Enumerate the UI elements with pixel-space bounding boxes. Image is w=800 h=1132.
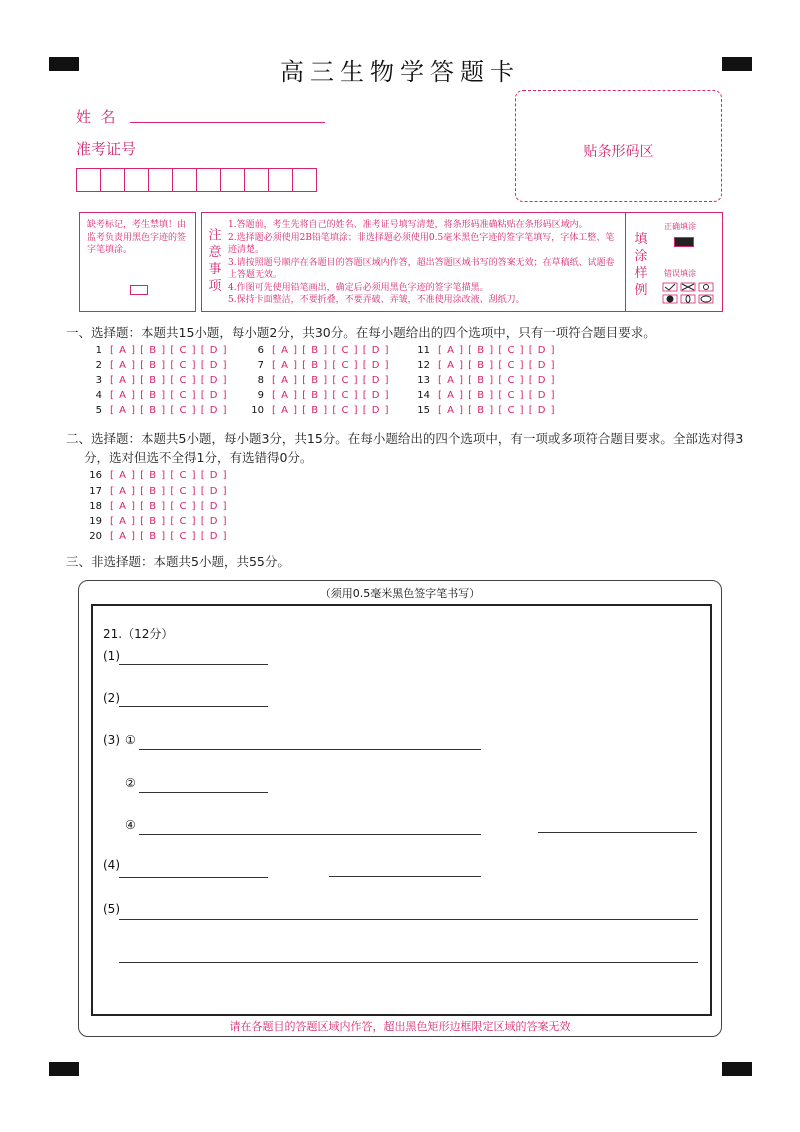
choice-options[interactable]: [ A ] [ B ] [ C ] [ D ] <box>110 390 228 401</box>
part-3-sub-2-label: ② <box>125 776 136 790</box>
choice-options[interactable]: [ A ] [ B ] [ C ] [ D ] <box>438 345 556 356</box>
question-number: 5 <box>95 405 102 416</box>
choice-row[interactable] <box>246 374 390 386</box>
question-number: 6 <box>257 345 264 356</box>
choice-options[interactable]: [ A ] [ B ] [ C ] [ D ] <box>110 345 228 356</box>
question-number: 20 <box>89 531 102 542</box>
question-number: 11 <box>417 345 430 356</box>
answer-line[interactable] <box>139 792 268 793</box>
choice-options[interactable]: [ A ] [ B ] [ C ] [ D ] <box>272 405 390 416</box>
answer-line[interactable] <box>119 706 268 707</box>
notes-divider <box>625 213 626 311</box>
notes-box <box>201 212 723 312</box>
choice-options[interactable]: [ A ] [ B ] [ C ] [ D ] <box>438 390 556 401</box>
question-number: 9 <box>257 390 264 401</box>
choice-row[interactable] <box>412 359 556 371</box>
absent-note: 缺考标记，考生禁填！由监考负责用黑色字迹的签字笔填涂。 <box>87 220 187 255</box>
question-21-title: 21.（12分） <box>103 627 174 641</box>
choice-options[interactable]: [ A ] [ B ] [ C ] [ D ] <box>110 375 228 386</box>
question-number: 14 <box>417 390 430 401</box>
choice-row[interactable] <box>412 344 556 356</box>
id-digit-box[interactable] <box>244 168 269 192</box>
id-digit-box[interactable] <box>100 168 125 192</box>
choice-row[interactable] <box>246 359 390 371</box>
part-2-label: (2) <box>103 691 120 705</box>
choice-options[interactable]: [ A ] [ B ] [ C ] [ D ] <box>110 470 228 481</box>
choice-options[interactable]: [ A ] [ B ] [ C ] [ D ] <box>110 501 228 512</box>
section3-heading: 三、非选择题：本题共5小题，共55分。 <box>66 554 290 569</box>
question-number: 2 <box>95 360 102 371</box>
section2-heading-line1: 二、选择题：本题共5小题，每小题3分，共15分。在每小题给出的四个选项中，有一项或多项符合题目要求。全部选对得3 <box>66 431 744 446</box>
page-title: 高三生物学答题卡 <box>280 58 520 86</box>
correct-fill-label: 正确填涂 <box>664 222 696 231</box>
choice-row[interactable] <box>84 469 228 481</box>
question-number: 3 <box>95 375 102 386</box>
absent-mark-box <box>79 212 196 312</box>
question-number: 15 <box>417 405 430 416</box>
wrong-fill-label: 错误填涂 <box>664 269 696 278</box>
barcode-area <box>515 90 722 202</box>
choice-options[interactable]: [ A ] [ B ] [ C ] [ D ] <box>438 375 556 386</box>
wrong-fill-samples <box>662 281 718 307</box>
question-number: 16 <box>89 470 102 481</box>
footer-warning: 请在各题目的答题区域内作答，超出黑色矩形边框限定区域的答案无效 <box>229 1020 571 1033</box>
choice-row[interactable] <box>246 389 390 401</box>
note-item: 4.作图可先使用铅笔画出，确定后必须用黑色字迹的签字笔描黑。 <box>228 282 489 293</box>
choice-options[interactable]: [ A ] [ B ] [ C ] [ D ] <box>110 486 228 497</box>
choice-options[interactable]: [ A ] [ B ] [ C ] [ D ] <box>438 405 556 416</box>
choice-row[interactable] <box>84 515 228 527</box>
answer-line[interactable] <box>139 834 481 835</box>
choice-options[interactable]: [ A ] [ B ] [ C ] [ D ] <box>110 360 228 371</box>
id-digit-box[interactable] <box>172 168 197 192</box>
choice-options[interactable]: [ A ] [ B ] [ C ] [ D ] <box>110 516 228 527</box>
correct-fill-sample <box>674 237 694 247</box>
id-digit-box[interactable] <box>148 168 173 192</box>
note-item: 3.请按照题号顺序在各题目的答题区域内作答，超出答题区域书写的答案无效；在草稿纸、试题卷上答题无效。 <box>228 257 615 280</box>
answer-line[interactable] <box>119 919 698 920</box>
fill-example-heading: 填涂样例 <box>634 232 648 298</box>
answer-line[interactable] <box>329 876 481 877</box>
id-digit-box[interactable] <box>124 168 149 192</box>
choice-row[interactable] <box>84 389 228 401</box>
corner-mark <box>49 1062 79 1076</box>
choice-row[interactable] <box>412 404 556 416</box>
id-digit-box[interactable] <box>220 168 245 192</box>
answer-line[interactable] <box>538 832 697 833</box>
answer-line[interactable] <box>139 749 481 750</box>
part-3-label: (3) <box>103 733 120 747</box>
question-number: 7 <box>257 360 264 371</box>
id-label: 准考证号 <box>76 140 137 158</box>
note-item: 1.答题前，考生先将自己的姓名、准考证号填写清楚，将条形码准确粘贴在条形码区域内。 <box>228 220 588 230</box>
question-number: 10 <box>251 405 264 416</box>
note-item: 5.保持卡面整洁，不要折叠，不要弄破、弄皱，不准使用涂改液、刮纸刀。 <box>228 295 525 305</box>
corner-mark <box>722 1062 752 1076</box>
note-item: 2.选择题必须使用2B铅笔填涂；非选择题必须使用0.5毫米黑色字迹的签字笔填写，字体工整、笔迹清楚。 <box>228 232 615 255</box>
question-number: 1 <box>95 345 102 356</box>
notes-heading: 注意事项 <box>208 228 222 294</box>
part-1-label: (1) <box>103 649 120 663</box>
pen-note: （须用0.5毫米黑色签字笔书写） <box>319 587 481 600</box>
name-label: 姓 名 <box>76 108 116 126</box>
answer-line[interactable] <box>119 877 268 878</box>
choice-row[interactable] <box>84 485 228 497</box>
choice-row[interactable] <box>84 374 228 386</box>
question-number: 19 <box>89 516 102 527</box>
answer-line[interactable] <box>119 664 268 665</box>
choice-row[interactable] <box>84 344 228 356</box>
question-number: 12 <box>417 360 430 371</box>
choice-row[interactable] <box>84 404 228 416</box>
choice-options[interactable]: [ A ] [ B ] [ C ] [ D ] <box>438 360 556 371</box>
section2-heading-line2: 分，选对但选不全得1分，有选错得0分。 <box>84 450 313 465</box>
answer-line[interactable] <box>119 962 698 963</box>
choice-row[interactable] <box>84 500 228 512</box>
question-number: 13 <box>417 375 430 386</box>
section1-heading: 一、选择题：本题共15小题，每小题2分，共30分。在每小题给出的四个选项中，只有一项符合题目要求。 <box>66 325 656 340</box>
id-number-boxes[interactable] <box>76 168 316 192</box>
question-number: 4 <box>95 390 102 401</box>
absent-mark-checkbox[interactable] <box>130 285 148 295</box>
name-field[interactable] <box>130 104 325 123</box>
notes-list <box>228 219 622 307</box>
choice-options[interactable]: [ A ] [ B ] [ C ] [ D ] <box>272 390 390 401</box>
choice-row[interactable] <box>84 359 228 371</box>
choice-row[interactable] <box>412 374 556 386</box>
choice-row[interactable] <box>84 530 228 542</box>
choice-row[interactable] <box>246 404 390 416</box>
choice-options[interactable]: [ A ] [ B ] [ C ] [ D ] <box>272 360 390 371</box>
part-5-label: (5) <box>103 902 120 916</box>
choice-row[interactable] <box>412 389 556 401</box>
question-number: 17 <box>89 486 102 497</box>
choice-options[interactable]: [ A ] [ B ] [ C ] [ D ] <box>272 375 390 386</box>
id-digit-box[interactable] <box>292 168 317 192</box>
id-digit-box[interactable] <box>268 168 293 192</box>
id-digit-box[interactable] <box>76 168 101 192</box>
question-number: 8 <box>257 375 264 386</box>
part-3-sub-1-label: ① <box>125 733 136 747</box>
barcode-label: 贴条形码区 <box>583 144 654 160</box>
id-digit-box[interactable] <box>196 168 221 192</box>
choice-options[interactable]: [ A ] [ B ] [ C ] [ D ] <box>272 345 390 356</box>
part-3-sub-4-label: ④ <box>125 818 136 832</box>
choice-options[interactable]: [ A ] [ B ] [ C ] [ D ] <box>110 405 228 416</box>
choice-options[interactable]: [ A ] [ B ] [ C ] [ D ] <box>110 531 228 542</box>
part-4-label: (4) <box>103 858 120 872</box>
question-number: 18 <box>89 501 102 512</box>
answer-region-inner[interactable] <box>91 604 712 1016</box>
choice-row[interactable] <box>246 344 390 356</box>
